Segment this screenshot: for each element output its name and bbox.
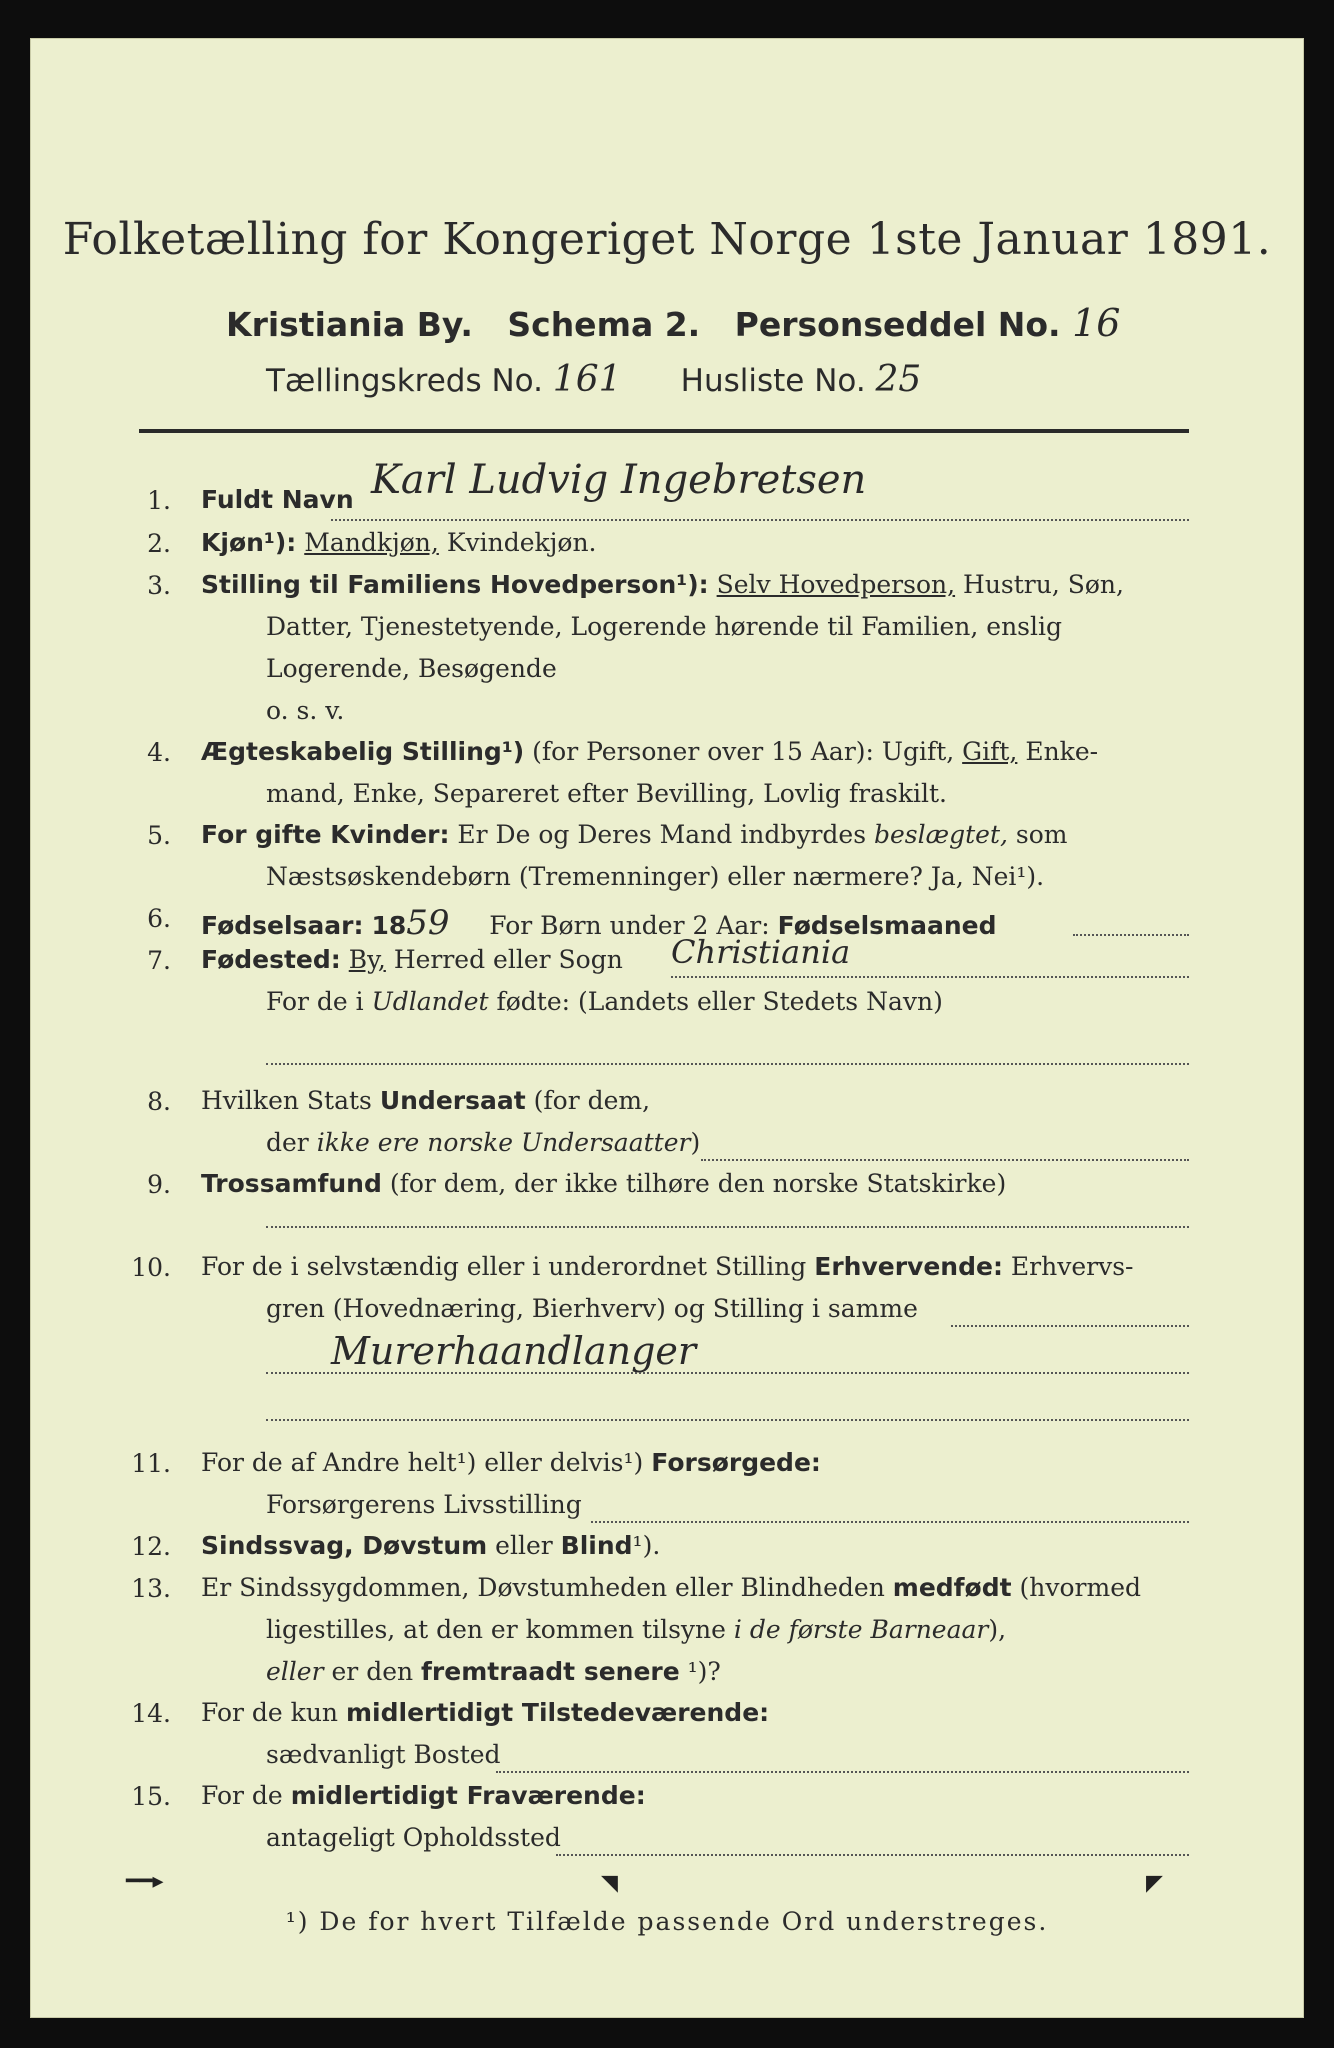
field-11-line2: Forsørgerens Livsstilling [266, 1490, 582, 1519]
fold-mark-right: ◤ [1146, 1871, 1163, 1896]
field-7-number: 7. [147, 946, 171, 975]
personseddel-number: 16 [1072, 301, 1121, 345]
field-11-dotted-line [591, 1521, 1189, 1523]
field-8-line2: der ikke ere norske Undersaatter) [266, 1128, 701, 1157]
field-14-line1 [201, 1698, 769, 1727]
footnote: ¹) De for hvert Tilfælde passende Ord understreges. [285, 1907, 1049, 1936]
field-9-bold: Trossamfund [201, 1169, 382, 1198]
field-5-line2: Næstsøskendebørn (Tremenninger) eller nærmere? Ja, Nei¹). [266, 862, 1045, 891]
form-title: Folketælling for Kongeriget Norge 1ste Januar 1891. [62, 214, 1272, 265]
form-subheader [226, 301, 1120, 345]
field-8-text2: (for dem, [533, 1086, 651, 1115]
field-5-italic: beslægtet, [874, 820, 1008, 849]
field-14-line2: sædvanligt Bosted [266, 1740, 501, 1769]
field-3-line3: Logerende, Besøgende [266, 654, 557, 683]
field-12-line: Sindssvag, Døvstum eller Blind¹). [201, 1531, 661, 1560]
field-1-label: Fuldt Navn [201, 485, 354, 514]
kreds-line [266, 359, 921, 400]
field-4-selected: Gift, [962, 737, 1018, 766]
field-7-label: Fødested: [201, 945, 341, 974]
field-1-value: Karl Ludvig Ingebretsen [371, 457, 867, 503]
field-6-prefix: 18 [371, 911, 407, 940]
field-2-number: 2. [147, 529, 171, 558]
field-13-line2: ligestilles, at den er kommen tilsyne i de første Barneaar), [266, 1615, 1007, 1644]
field-7-dotted-line [671, 976, 1189, 978]
field-10-text: For de i selvstændig eller i underordnet Stilling [201, 1252, 807, 1281]
field-15-line2: antageligt Opholdssted [266, 1823, 561, 1852]
field-11-bold: Forsørgede: [651, 1448, 821, 1477]
field-3-selected: Selv Hovedperson, [716, 570, 956, 599]
field-13-line3-c: ¹)? [687, 1657, 721, 1686]
field-8-line2-a: der [266, 1128, 309, 1157]
field-10-number: 10. [131, 1253, 171, 1282]
field-6-dotted-line [1073, 934, 1189, 936]
field-10-value: Murerhaandlanger [331, 1329, 697, 1373]
field-13-line2-a: ligestilles, at den er kommen tilsyne [266, 1615, 726, 1644]
fold-mark-center: ◥ [601, 1871, 618, 1896]
field-4-line2: mand, Enke, Separeret efter Bevilling, Lovlig fraskilt. [266, 779, 947, 808]
field-13-line3-italic: eller [266, 1657, 324, 1686]
field-7-dotted-line2 [266, 1063, 1189, 1065]
field-8-line1 [201, 1086, 650, 1115]
field-7-line2-a: For de i [266, 987, 364, 1016]
field-13-text: Er Sindssygdommen, Døvstumheden eller Blindheden [201, 1573, 885, 1602]
field-10-text2: Erhvervs- [1010, 1252, 1134, 1281]
personseddel-label: Personseddel No. [734, 305, 1061, 344]
field-13-line3-a: er den [331, 1657, 414, 1686]
field-15-number: 15. [131, 1782, 171, 1811]
field-6-number: 6. [147, 904, 171, 933]
field-7-line2-italic: Udlandet [371, 987, 489, 1016]
field-15-text: For de [201, 1781, 283, 1810]
field-13-line3 [266, 1657, 721, 1686]
field-14-dotted-line [496, 1771, 1189, 1773]
field-2-option-male: Mandkjøn, [304, 528, 439, 557]
field-3-line2: Datter, Tjenestetyende, Logerende hørende til Familien, enslig [266, 612, 1063, 641]
field-4-label: Ægteskabelig Stilling¹) [201, 737, 525, 766]
field-4-text: (for Personer over 15 Aar): Ugift, [532, 737, 955, 766]
field-14-text: For de kun [201, 1698, 339, 1727]
field-8-number: 8. [147, 1087, 171, 1116]
field-1-number: 1. [147, 486, 171, 515]
field-15-line1 [201, 1781, 646, 1810]
field-13-text2: (hvormed [1019, 1573, 1142, 1602]
field-10-dotted-line3 [266, 1419, 1189, 1421]
field-7-value: Christiania [671, 933, 851, 971]
field-3-line1 [201, 570, 1124, 599]
field-6-label: Fødselsaar: [201, 911, 364, 940]
field-9-number: 9. [147, 1170, 171, 1199]
field-13-line1 [201, 1573, 1141, 1602]
field-8-dotted-line [701, 1159, 1189, 1161]
field-9-text: (for dem, der ikke tilhøre den norske Statskirke) [389, 1169, 1007, 1198]
field-5-number: 5. [147, 821, 171, 850]
field-7-line1 [201, 945, 623, 974]
field-7-selected: By, [348, 945, 386, 974]
field-10-dotted-line [951, 1325, 1189, 1327]
field-12-number: 12. [131, 1532, 171, 1561]
field-8-text: Hvilken Stats [201, 1086, 372, 1115]
field-3-options: Hustru, Søn, [963, 570, 1124, 599]
field-7-text: Herred eller Sogn [393, 945, 623, 974]
field-15-bold: midlertidigt Fraværende: [290, 1781, 646, 1810]
field-6-label2: Fødselsmaaned [777, 911, 997, 940]
field-5-label: For gifte Kvinder: [201, 820, 450, 849]
field-7-line2 [266, 987, 943, 1016]
field-3-line4: o. s. v. [266, 696, 345, 725]
field-5-text2: som [1015, 820, 1068, 849]
field-4-number: 4. [147, 738, 171, 767]
field-12-text: eller [495, 1531, 553, 1560]
field-10-dotted-line2 [266, 1372, 1189, 1374]
field-12-bold2: Blind [560, 1531, 633, 1560]
field-13-line2-italic: i de første Barneaar [733, 1615, 989, 1644]
field-13-line3-bold: fremtraadt senere [421, 1657, 680, 1686]
field-2-line [201, 528, 597, 557]
field-10-line1 [201, 1252, 1133, 1281]
census-form-page [30, 38, 1304, 2018]
kreds-label: Tællingskreds No. [266, 363, 543, 399]
field-13-bold: medfødt [892, 1573, 1012, 1602]
field-4-line1 [201, 737, 1098, 766]
field-3-number: 3. [147, 571, 171, 600]
header-rule [139, 429, 1189, 433]
field-12-bold1: Sindssvag, Døvstum [201, 1531, 488, 1560]
field-6-line [201, 903, 997, 943]
field-2-option-female: Kvindekjøn. [446, 528, 597, 557]
field-5-text: Er De og Deres Mand indbyrdes [457, 820, 867, 849]
field-4-text2: Enke- [1025, 737, 1099, 766]
field-9-dotted-line [266, 1226, 1189, 1228]
field-14-bold: midlertidigt Tilstedeværende: [345, 1698, 770, 1727]
field-6-text: For Børn under 2 Aar: [489, 911, 770, 940]
city-label: Kristiania By. [226, 305, 473, 344]
field-10-line2: gren (Hovednæring, Bierhverv) og Stilling i samme [266, 1294, 918, 1323]
field-11-text: For de af Andre helt¹) eller delvis¹) [201, 1448, 644, 1477]
field-1-dotted-line [331, 519, 1189, 521]
field-11-line1 [201, 1448, 821, 1477]
kreds-number: 161 [552, 359, 622, 400]
fold-mark-left: ━━▸ [126, 1869, 164, 1894]
field-13-number: 13. [131, 1574, 171, 1603]
field-8-bold: Undersaat [379, 1086, 526, 1115]
field-8-line2-italic: ikke ere norske Undersaatter [316, 1128, 691, 1157]
field-5-line1 [201, 820, 1068, 849]
field-11-number: 11. [131, 1449, 171, 1478]
field-2-label: Kjøn¹): [201, 528, 297, 557]
husliste-number: 25 [875, 359, 922, 400]
field-6-value: 59 [406, 903, 450, 943]
field-3-label: Stilling til Familiens Hovedperson¹): [201, 570, 709, 599]
field-10-bold: Erhvervende: [814, 1252, 1003, 1281]
schema-label: Schema 2. [507, 305, 701, 344]
husliste-label: Husliste No. [680, 363, 866, 399]
field-14-number: 14. [131, 1699, 171, 1728]
field-7-line2-b: fødte: (Landets eller Stedets Navn) [496, 987, 943, 1016]
field-9-line [201, 1169, 1006, 1198]
field-15-dotted-line [556, 1854, 1189, 1856]
